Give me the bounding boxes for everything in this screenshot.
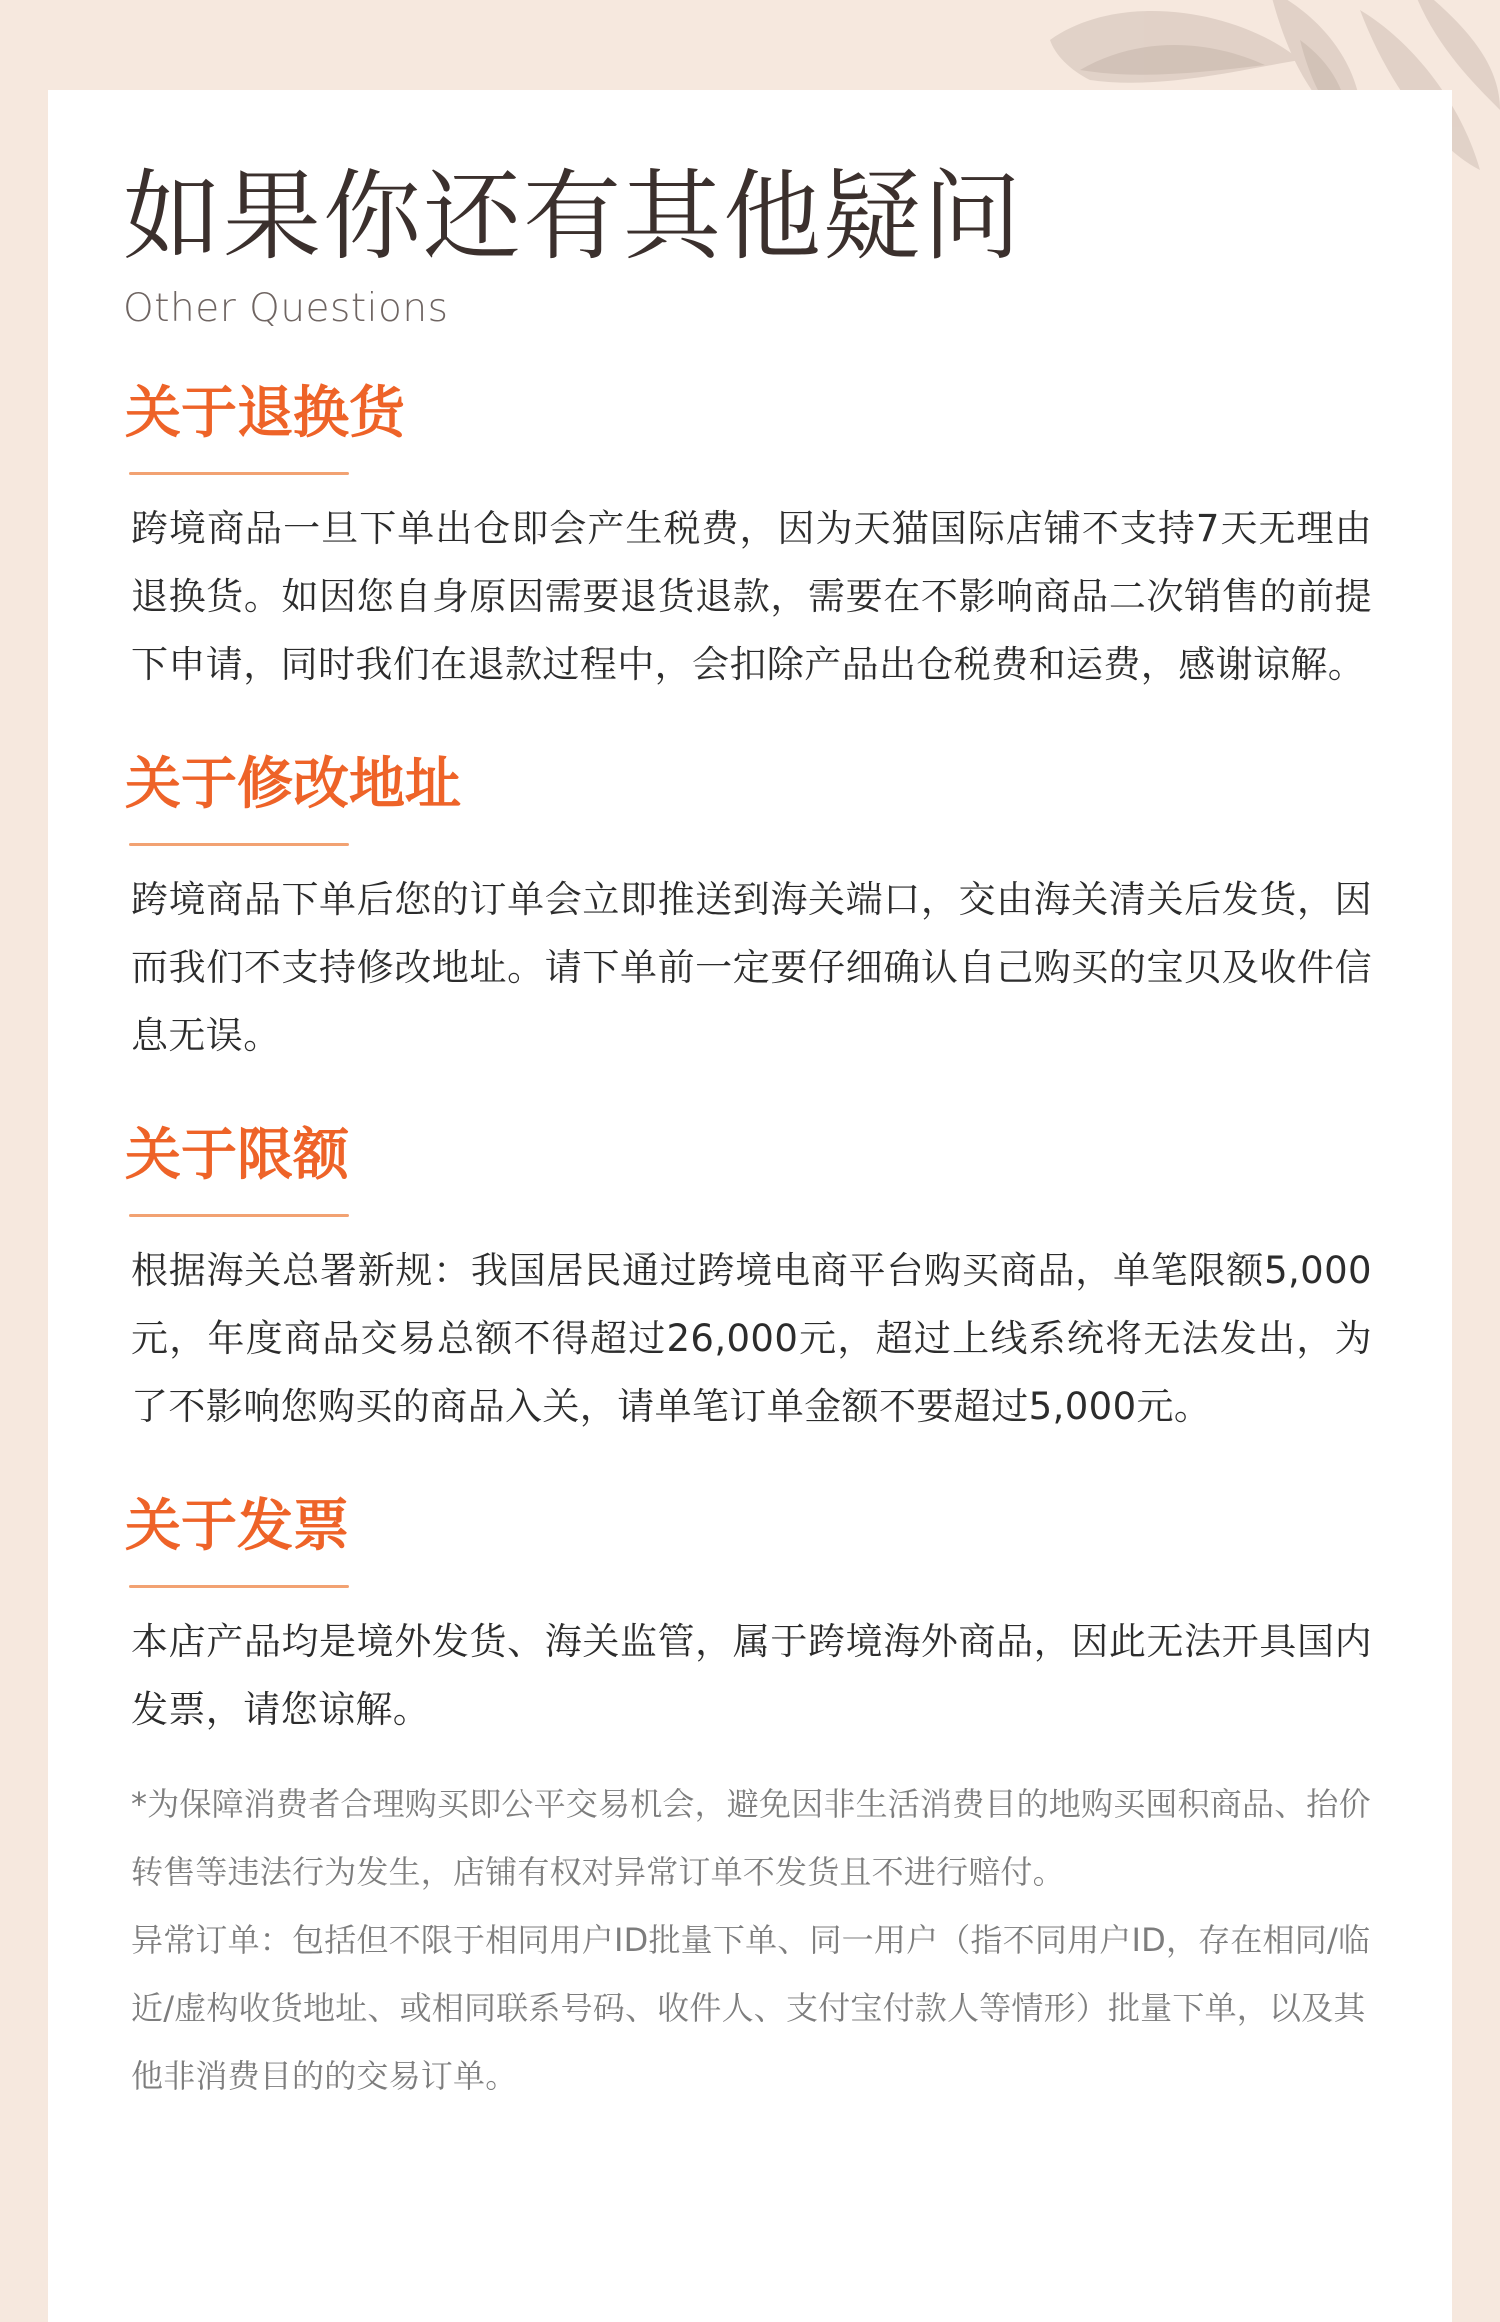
section-invoice <box>123 1494 1372 1744</box>
section-body-returns: 跨境商品一旦下单出仓即会产生税费，因为天猫国际店铺不支持7天无理由退换货。如因您自身原因需要退货退款，需要在不影响商品二次销售的前提下申请，同时我们在退款过程中，会扣除产品出仓税费和运费，感谢谅解。 <box>131 507 1372 686</box>
policy-notes <box>131 1770 1372 2110</box>
section-address <box>123 752 1372 1070</box>
section-divider <box>129 472 349 475</box>
page-subtitle: Other Questions <box>123 286 449 331</box>
section-divider <box>129 843 349 846</box>
section-divider <box>129 1585 349 1588</box>
faq-card <box>48 90 1452 2322</box>
section-returns <box>123 381 1372 699</box>
section-body-limit: 根据海关总署新规：我国居民通过跨境电商平台购买商品，单笔限额5,000元，年度商品交易总额不得超过26,000元，超过上线系统将无法发出，为了不影响您购买的商品入关，请单笔订单金额不要超过5,000元。 <box>131 1249 1372 1428</box>
section-divider <box>129 1214 349 1217</box>
section-body-invoice: 本店产品均是境外发货、海关监管，属于跨境海外商品，因此无法开具国内发票，请您谅解。 <box>131 1620 1372 1731</box>
section-title-limit: 关于限额 <box>125 1123 349 1188</box>
section-limit <box>123 1123 1372 1441</box>
page-title: 如果你还有其他疑问 <box>123 160 1024 274</box>
section-title-address: 关于修改地址 <box>125 752 461 817</box>
section-body-address: 跨境商品下单后您的订单会立即推送到海关端口，交由海关清关后发货，因而我们不支持修改地址。请下单前一定要仔细确认自己购买的宝贝及收件信息无误。 <box>131 878 1372 1057</box>
section-title-invoice: 关于发票 <box>125 1494 349 1559</box>
policy-note: *为保障消费者合理购买即公平交易机会，避免因非生活消费目的地购买囤积商品、抬价转售等违法行为发生，店铺有权对异常订单不发货且不进行赔付。 <box>131 1785 1371 1891</box>
abnormal-order-note: 异常订单：包括但不限于相同用户ID批量下单、同一用户（指不同用户ID，存在相同/临近/虚构收货地址、或相同联系号码、收件人、支付宝付款人等情形）批量下单，以及其他非消费目的的交易订单。 <box>131 1921 1371 2095</box>
section-title-returns: 关于退换货 <box>125 381 405 446</box>
